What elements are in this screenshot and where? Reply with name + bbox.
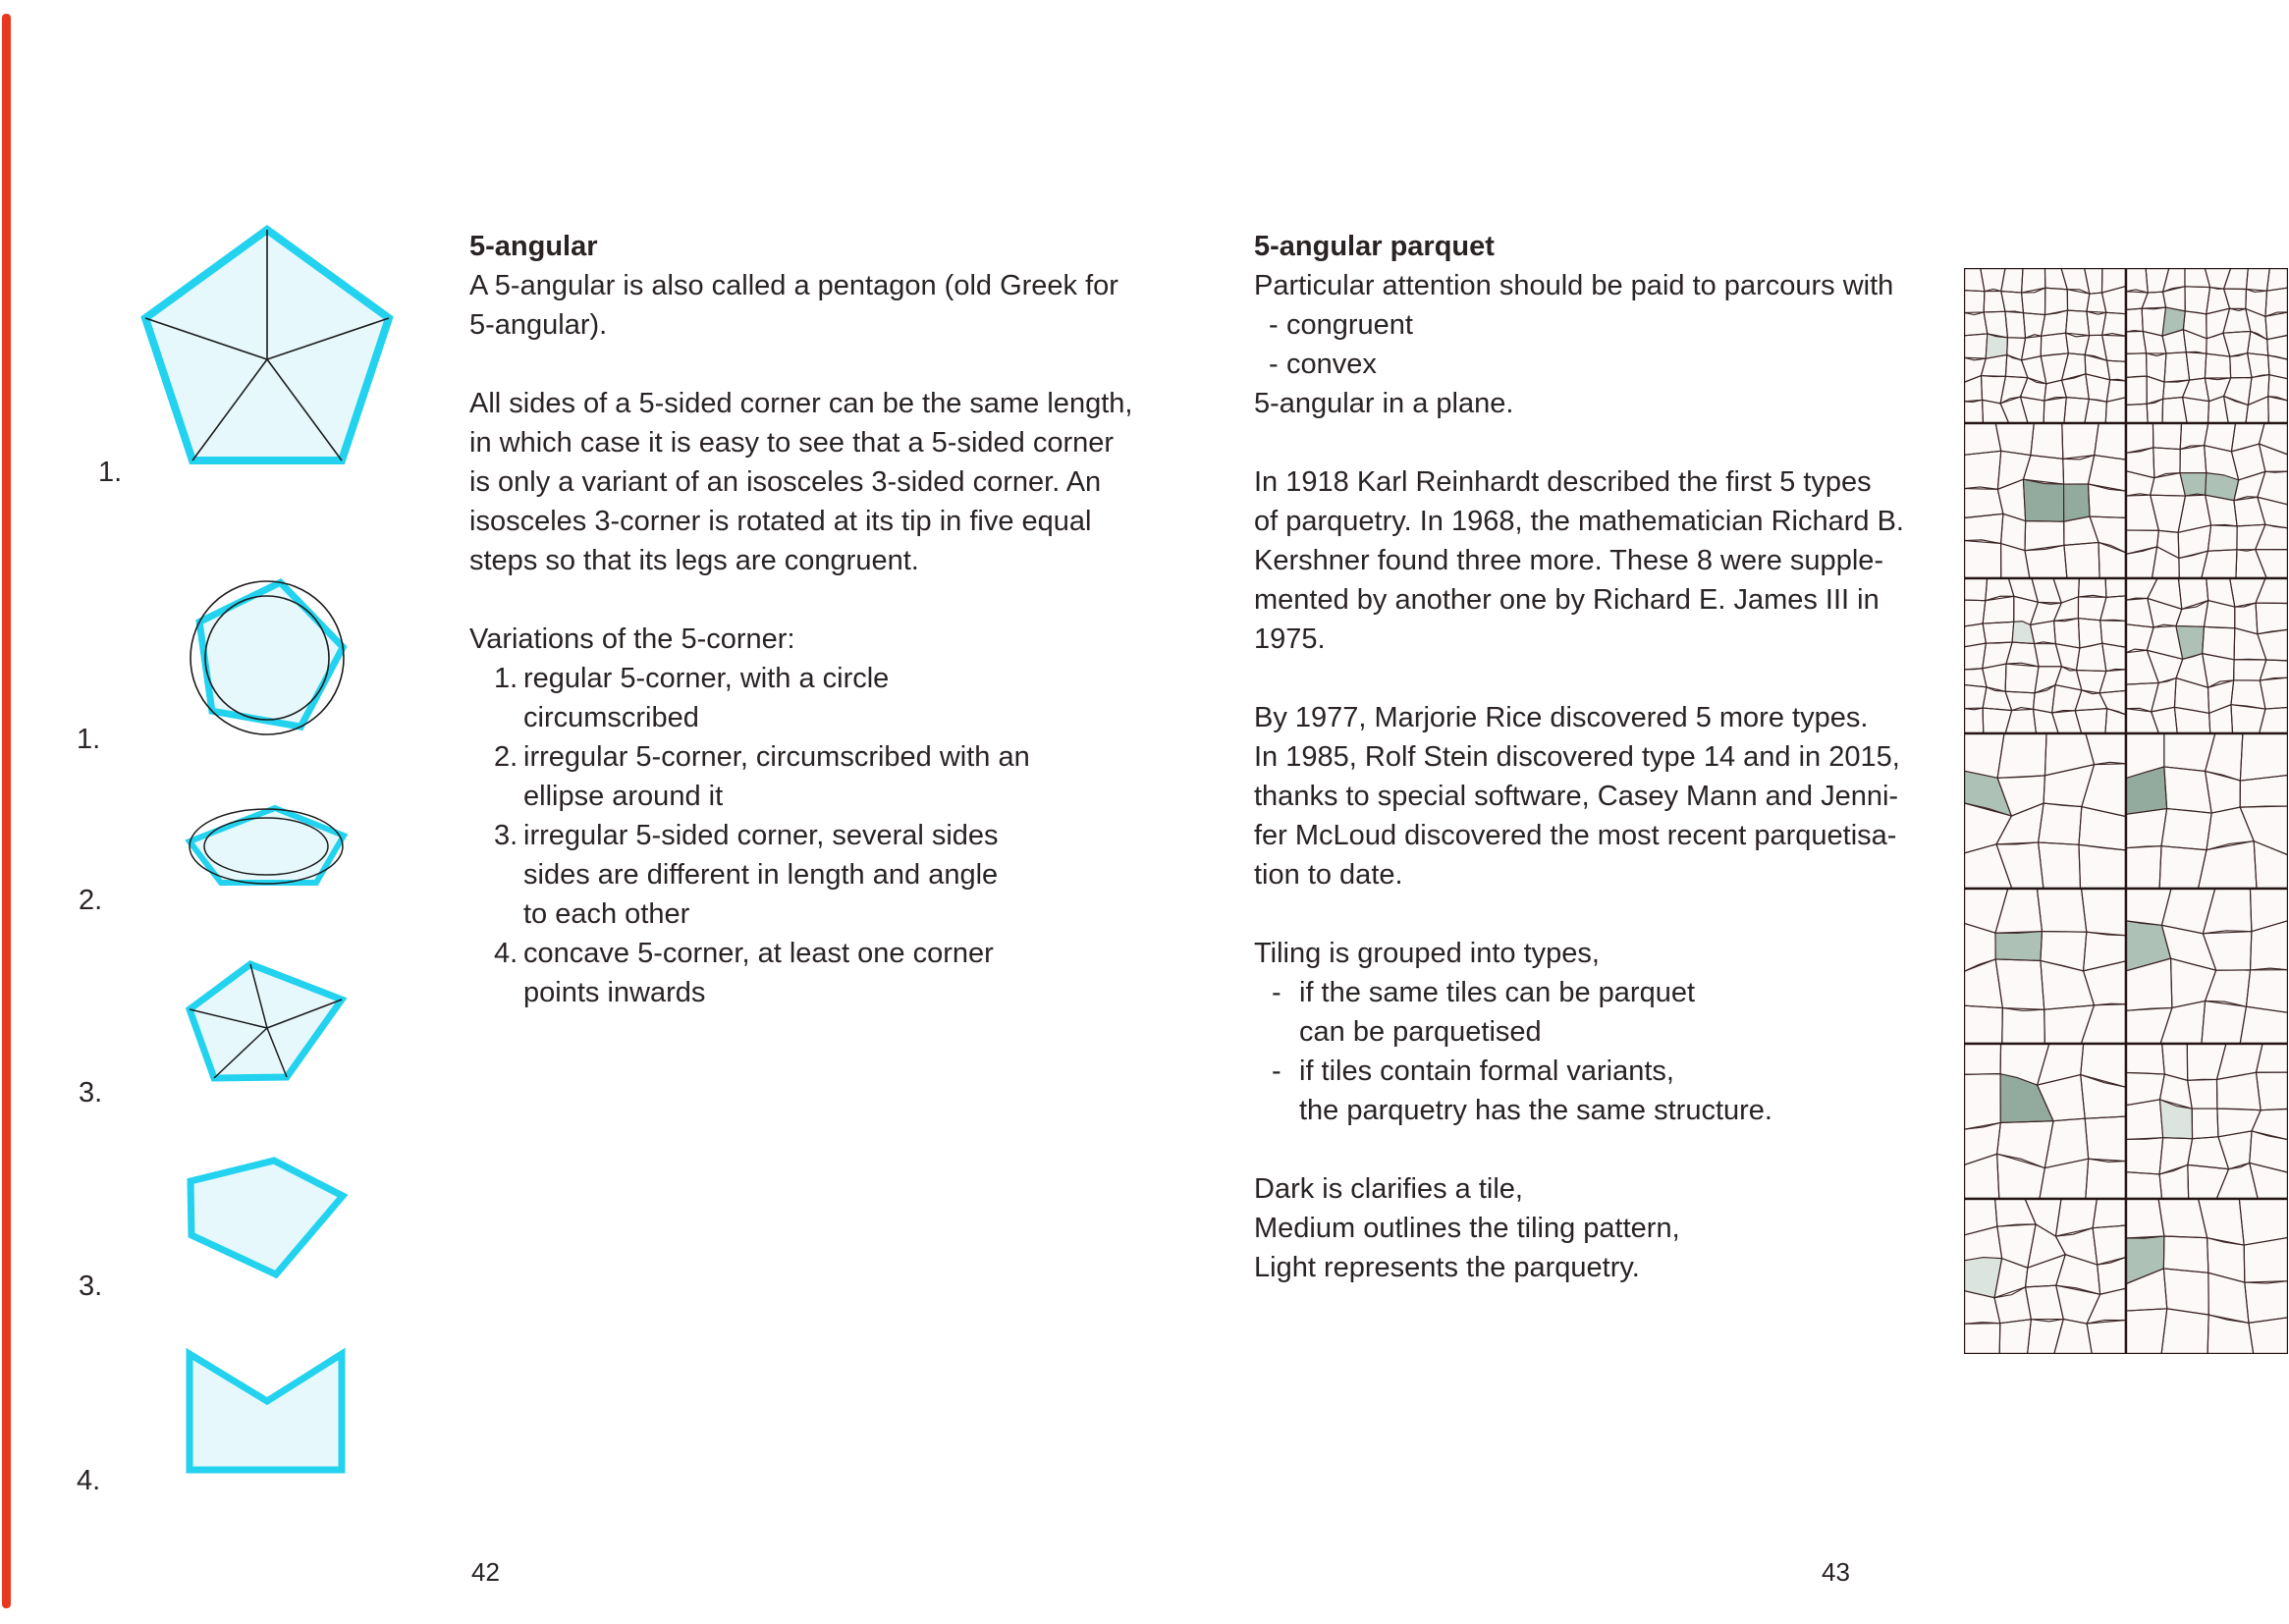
text-line: to each other <box>523 898 690 930</box>
text-line: points inwards <box>523 977 706 1008</box>
figure-label: 4. <box>77 1465 101 1496</box>
tiling-panel <box>2126 889 2288 1044</box>
text-line: if tiles contain formal variants, <box>1299 1056 1674 1087</box>
figure-pentagon-circles <box>177 565 363 751</box>
right-paragraph-2 <box>1254 462 1902 659</box>
tiling-panel <box>1964 733 2126 889</box>
tiling-panel <box>2126 268 2288 423</box>
text-line: Medium outlines the tiling pattern, <box>1254 1213 1680 1244</box>
text-line: congruent <box>1286 309 1413 341</box>
list-item <box>469 816 1157 934</box>
text-line: irregular 5-corner, circumscribed with an <box>523 741 1030 773</box>
text-line: ellipse around it <box>523 781 724 812</box>
text-line: tion to date. <box>1254 859 1403 891</box>
right-paragraph-1: Particular attention should be paid to parcours with <box>1254 270 1894 301</box>
left-list-intro: Variations of the 5-corner: <box>469 623 795 655</box>
tiling-panel <box>1964 1044 2126 1199</box>
text-line: Kershner found three more. These 8 were supple- <box>1254 545 1884 576</box>
left-paragraph-2 <box>469 384 1157 580</box>
right-paragraph-3 <box>1254 698 1902 894</box>
text-line: can be parquetised <box>1299 1016 1542 1048</box>
tiling-panel <box>2126 578 2288 733</box>
page-number-left: 42 <box>471 1557 500 1587</box>
text-line: mented by another one by Richard E. James III in <box>1254 584 1880 616</box>
text-line: In 1985, Rolf Stein discovered type 14 and in 2015, <box>1254 741 1900 773</box>
text-line: 5-angular). <box>469 309 608 341</box>
tiling-panel <box>2126 1044 2288 1199</box>
list-marker: 3. <box>494 820 518 851</box>
page-edge-strip <box>2 14 11 1608</box>
text-line: All sides of a 5-sided corner can be the same length, <box>469 388 1133 419</box>
right-paragraph-5 <box>1254 1169 1902 1287</box>
left-heading: 5-angular <box>469 231 598 262</box>
right-heading: 5-angular parquet <box>1254 231 1495 262</box>
text-line: regular 5-corner, with a circle <box>523 663 890 694</box>
text-line: of parquetry. In 1968, the mathematician Richard B. <box>1254 506 1904 537</box>
tiling-panel <box>2126 423 2288 578</box>
left-text-column <box>469 227 1157 1012</box>
text-line: 1975. <box>1254 623 1326 655</box>
text-line: In 1918 Karl Reinhardt described the first 5 types <box>1254 466 1872 498</box>
figure-label: 3. <box>79 1077 103 1109</box>
text-line: Light represents the parquetry. <box>1254 1252 1640 1283</box>
highlighted-tile <box>1995 932 2043 961</box>
figure-pentagon-ellipse <box>182 800 358 894</box>
highlighted-tile <box>2064 484 2090 521</box>
list-item <box>469 934 1157 1012</box>
list-marker: 2. <box>494 741 518 773</box>
dash-marker: - <box>1272 977 1281 1008</box>
text-line: circumscribed <box>523 702 699 733</box>
text-line: concave 5-corner, at least one corner <box>523 938 994 969</box>
figure-label: 2. <box>79 885 103 916</box>
text-line: the parquetry has the same structure. <box>1299 1095 1772 1126</box>
tiling-panel <box>2126 733 2288 889</box>
left-paragraph-1 <box>469 266 1157 345</box>
tiling-panel <box>1964 423 2126 578</box>
right-text-column <box>1254 227 1902 1287</box>
tiling-panel <box>2126 1199 2288 1354</box>
tiling-svg <box>1964 268 2288 1354</box>
dash-item <box>1254 345 1902 384</box>
text-line: in which case it is easy to see that a 5-sided corner <box>469 427 1115 459</box>
figure-irregular-pentagon <box>182 1154 351 1283</box>
tiling-figure <box>1964 268 2288 1354</box>
text-line: is only a variant of an isosceles 3-sided corner. An <box>469 466 1102 498</box>
text-line: isosceles 3-corner is rotated at its tip in five equal <box>469 506 1092 537</box>
dash-item <box>1254 1052 1902 1130</box>
tiling-panel <box>1964 889 2126 1044</box>
list-item <box>469 737 1157 816</box>
figure-concave-pentagon <box>182 1345 351 1479</box>
text-line: By 1977, Marjorie Rice discovered 5 more types. <box>1254 702 1869 733</box>
list-item <box>469 659 1157 737</box>
right-list-intro: Tiling is grouped into types, <box>1254 938 1600 969</box>
text-line: irregular 5-sided corner, several sides <box>523 820 999 851</box>
dash-item <box>1254 305 1902 345</box>
figure-label: 3. <box>79 1271 103 1302</box>
list-marker: 1. <box>494 663 518 694</box>
text-line: if the same tiles can be parquet <box>1299 977 1696 1008</box>
dash-marker: - <box>1269 309 1279 341</box>
right-paragraph-1-end: 5-angular in a plane. <box>1254 388 1514 419</box>
text-line: A 5-angular is also called a pentagon (old Greek for <box>469 270 1118 301</box>
figure-irregular-pentagon-spokes <box>182 957 351 1087</box>
text-line: fer McLoud discovered the most recent parquetisa- <box>1254 820 1897 851</box>
text-line: steps so that its legs are congruent. <box>469 545 919 576</box>
text-line: convex <box>1286 349 1377 380</box>
figure-label: 1. <box>77 724 101 755</box>
figure-regular-pentagon <box>108 211 432 486</box>
dash-marker: - <box>1269 349 1279 380</box>
text-line: Dark is clarifies a tile, <box>1254 1173 1523 1205</box>
tiling-panel <box>1964 268 2126 423</box>
text-line: sides are different in length and angle <box>523 859 999 891</box>
highlighted-tile <box>2023 479 2063 521</box>
tiling-panel <box>1964 578 2126 733</box>
text-line: thanks to special software, Casey Mann and Jenni- <box>1254 781 1899 812</box>
list-marker: 4. <box>494 938 518 969</box>
dash-item <box>1254 973 1902 1052</box>
page-number-right: 43 <box>1822 1557 1850 1587</box>
figure-label: 1. <box>98 457 123 488</box>
tiling-panel <box>1964 1199 2126 1354</box>
dash-marker: - <box>1272 1056 1281 1087</box>
